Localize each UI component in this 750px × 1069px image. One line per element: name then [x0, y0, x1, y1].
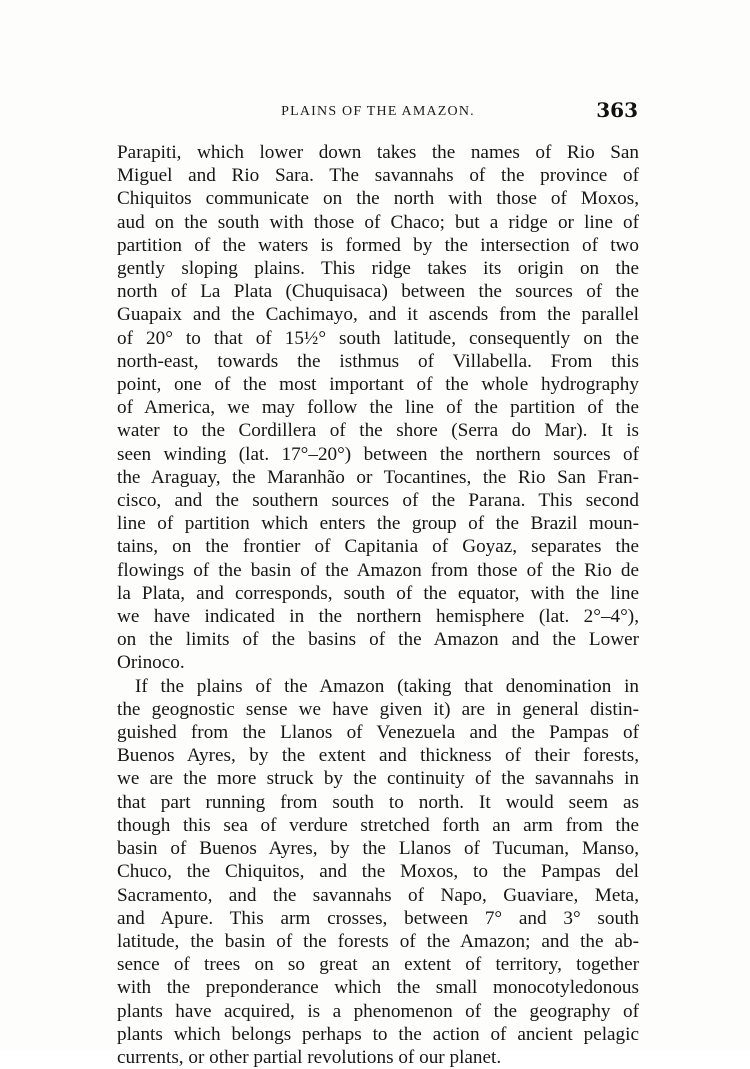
text-line: gently sloping plains. This ridge takes its origin on the — [117, 258, 639, 280]
text-line: that part running from south to north. It would seem as — [117, 791, 639, 813]
text-line: Chuco, the Chiquitos, and the Moxos, to the Pampas del — [117, 861, 639, 883]
running-title: PLAINS OF THE AMAZON. — [281, 104, 475, 119]
text-line: latitude, the basin of the forests of the Amazon; and the ab- — [117, 930, 639, 952]
text-line: on the limits of the basins of the Amazon and the Lower — [117, 629, 639, 651]
text-line: tains, on the frontier of Capitania of Goyaz, separates the — [117, 536, 639, 558]
text-line: Sacramento, and the savannahs of Napo, Guaviare, Meta, — [117, 884, 639, 906]
paragraph-2 — [117, 675, 639, 1069]
text-line: of America, we may follow the line of the partition of the — [117, 397, 639, 419]
text-line: with the preponderance which the small monocotyledonous — [117, 977, 639, 999]
text-line: Orinoco. — [117, 652, 185, 674]
text-line: plants have acquired, is a phenomenon of the geography of — [117, 1000, 639, 1022]
body-text — [117, 141, 639, 1069]
text-line: flowings of the basin of the Amazon from those of the Rio de — [117, 559, 639, 581]
text-line: sence of trees on so great an extent of territory, together — [117, 954, 639, 976]
text-line: the geognostic sense we have given it) are in general distin- — [117, 698, 639, 720]
text-line: north-east, towards the isthmus of Villabella. From this — [117, 350, 639, 372]
text-line: partition of the waters is formed by the intersection of two — [117, 234, 639, 256]
text-line: though this sea of verdure stretched forth an arm from the — [117, 814, 639, 836]
text-line: cisco, and the southern sources of the Parana. This second — [117, 490, 639, 512]
text-line: guished from the Llanos of Venezuela and the Pampas of — [117, 722, 639, 744]
text-line: la Plata, and corresponds, south of the equator, with the line — [117, 582, 639, 604]
text-line: seen winding (lat. 17°–20°) between the northern sources of — [117, 443, 639, 465]
text-line: of 20° to that of 15½° south latitude, consequently on the — [117, 327, 639, 349]
text-line: line of partition which enters the group of the Brazil moun- — [117, 513, 639, 535]
text-line: we have indicated in the northern hemisphere (lat. 2°–4°), — [117, 606, 639, 628]
text-line: plants which belongs perhaps to the action of ancient pelagic — [117, 1023, 639, 1045]
running-head — [118, 100, 638, 130]
text-line: north of La Plata (Chuquisaca) between the sources of the — [117, 281, 639, 303]
text-line: Miguel and Rio Sara. The savannahs of the province of — [117, 165, 639, 187]
text-line: we are the more struck by the continuity of the savannahs in — [117, 768, 639, 790]
text-line: Parapiti, which lower down takes the names of Rio San — [117, 142, 639, 163]
text-line: and Apure. This arm crosses, between 7° and 3° south — [117, 907, 639, 929]
text-line: Buenos Ayres, by the extent and thickness of their forests, — [117, 745, 639, 767]
paragraph-1 — [117, 141, 639, 675]
text-line: point, one of the most important of the whole hydrography — [117, 374, 639, 396]
text-line: If the plains of the Amazon (taking that denomination in — [135, 675, 639, 697]
text-line: aud on the south with those of Chaco; but a ridge or line of — [117, 211, 639, 233]
text-line: the Araguay, the Maranhão or Tocantines, the Rio San Fran- — [117, 466, 639, 488]
text-line: basin of Buenos Ayres, by the Llanos of Tucuman, Manso, — [117, 838, 639, 860]
page-number: 363 — [596, 98, 638, 122]
text-line: Chiquitos communicate on the north with those of Moxos, — [117, 188, 639, 210]
text-line: water to the Cordillera of the shore (Serra do Mar). It is — [117, 420, 639, 442]
text-line: Guapaix and the Cachimayo, and it ascends from the parallel — [117, 304, 639, 326]
text-line: currents, or other partial revolutions of our planet. — [117, 1046, 502, 1068]
